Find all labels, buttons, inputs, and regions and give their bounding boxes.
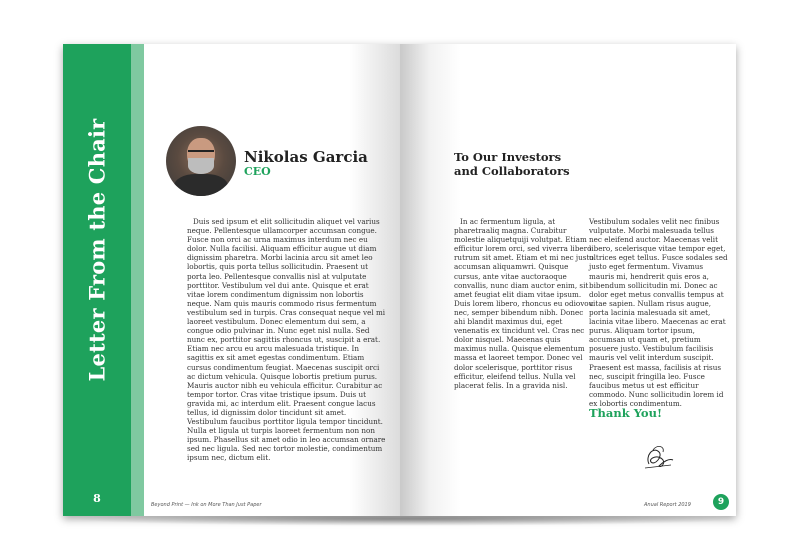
- side-band-stripe: [131, 44, 144, 516]
- thank-you-text: Thank You!: [589, 406, 662, 420]
- letter-body: Duis sed ipsum et elit sollicitudin aliquet vel varius neque. Pellentesque ullamcorper accumsan congue. Fusce non orci ac urna maximus interdum nec eu dolor. Nulla facilisi. Aliquam efficitur augue ut diam dignissim pharetra. Morbi lacinia arcu sit amet leo lobortis, quis porta tellus sollicitudin. Praesent ut porta leo. Pellentesque convallis nisl at vulputate porttitor. Vestibulum vel dui ante. Quisque et erat vitae lorem condimentum dignissim non lobortis neque. Nam quis mauris commodo risus fermentum vestibulum sed in turpis. Cras consequat neque vel mi laoreet vestibulum. Donec elementum dui sem, a congue odio pulvinar in. Nunc eget nisl nulla. Sed nunc ex, porttitor sagittis rhoncus ut, suscipit a erat. Etiam nec arcu eu arcu malesuada tristique. In sagittis ex sit amet egestas condimentum. Etiam cursus condimentum feugiat. Maecenas suscipit orci ac dictum vehicula. Quisque lobortis pretium purus. Mauris auctor nibh eu vehicula efficitur. Curabitur ac tempor tortor. Cras vitae tristique ipsum. Duis ut gravida mi, ac interdum elit. Praesent congue lacus tellus, id dignissim dolor tincidunt sit amet. Vestibulum faucibus porttitor ligula tempor tincidunt. Nulla et ligula ut turpis laoreet fermentum non non ipsum. Phasellus sit amet odio in leo accumsan ornare sed nec ligula. Sed nec tortor molestie, condimentum ipsum nec, dictum elit.: [187, 217, 386, 463]
- page-number-left: 8: [93, 492, 101, 505]
- section-heading-line1: To Our Investors: [454, 150, 562, 164]
- signature-icon: [639, 438, 679, 478]
- avatar-glasses: [188, 150, 214, 158]
- section-heading: [454, 150, 614, 178]
- page-number-right: 9: [713, 494, 729, 510]
- left-page: [63, 44, 400, 516]
- avatar: [166, 126, 236, 196]
- avatar-body: [174, 174, 228, 196]
- footer-right: Anual Report 2019: [644, 502, 691, 508]
- avatar-beard: [188, 158, 214, 174]
- footer-left: Beyond Print — Ink on More Than Just Paper: [151, 502, 262, 508]
- magazine-spread: [63, 44, 736, 516]
- author-name: Nikolas Garcia: [244, 148, 368, 166]
- right-page: [400, 44, 736, 516]
- section-heading-line2: and Collaborators: [454, 164, 570, 178]
- section-title-vertical: Letter From the Chair: [84, 118, 110, 382]
- author-role: CEO: [244, 165, 271, 178]
- body-column-1: In ac fermentum ligula, at pharetraaliq magna. Curabitur molestie aliquetquiji volutpat. Etiam efficitur lorem orci, sed viverra libero rutrum sit amet. Etiam et mi nec justo accumsan aliquamwri. Quisque cursus, ante vitae auctoraoque convallis, nunc diam auctor enim, sit amet feugiat elit diam vitae ipsum. Duis lorem libero, rhoncus eu odiovou nec, semper bibendum nibh. Donec ahi blandit maximus dui, eget venenatis ex tincidunt vel. Cras nec dolor nisquel. Maecenas quis maximus nulla. Quisque elementum massa et laoreet tempor. Donec vel dolor scelerisque, porttitor risus efficitur, eleifend tellus. Nulla vel placerat felis. In a gravida nisl.: [454, 217, 594, 390]
- body-column-2: Vestibulum sodales velit nec finibus vulputate. Morbi malesuada tellus nec eleifend auctor. Maecenas velit libero, scelerisque vitae tempor eget, ultrices eget tellus. Fusce sodales sed justo eget fermentum. Vivamus mauris mi, hendrerit quis eros a, bibendum sollicitudin mi. Donec ac dolor eget metus convallis tempus at vitae sapien. Nullam risus augue, porta lacinia malesuada sit amet, lacinia vitae libero. Maecenas ac erat purus. Aliquam tortor ipsum, accumsan ut quam et, pretium posuere justo. Vestibulum facilisis mauris vel velit interdum suscipit. Praesent est massa, facilisis at risus nec, suscipit fringilla leo. Fusce faucibus metus ut est efficitur commodo. Nunc sollicitudin lorem id ex lobortis condimentum.: [589, 217, 728, 408]
